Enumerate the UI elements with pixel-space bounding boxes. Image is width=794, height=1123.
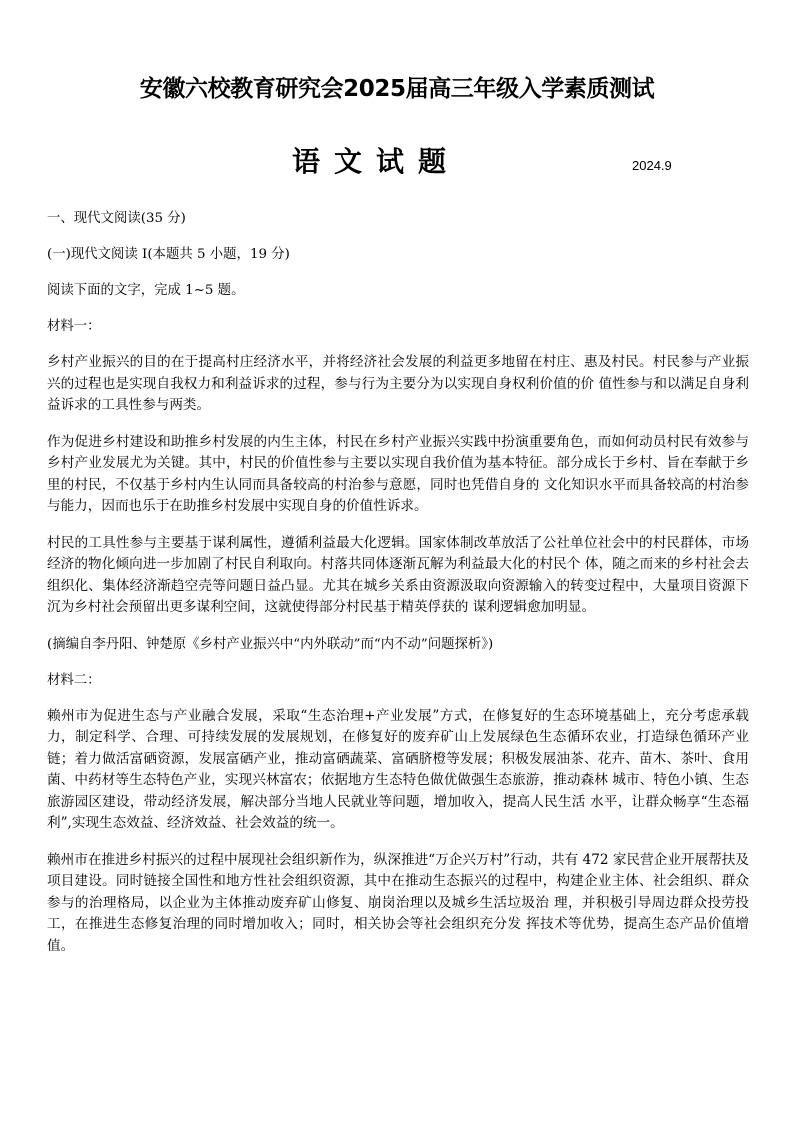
subsection-heading: (一)现代文阅读 I(本题共 5 小题，19 分)	[47, 247, 290, 262]
subject-title: 语文试题	[292, 145, 461, 178]
material-label: 材料一：	[47, 319, 101, 334]
source-citation: (摘编自李丹阳、钟楚原《乡村产业振兴中“内外联动”而“内不动”问题探析》)	[47, 636, 494, 652]
document-body	[47, 208, 749, 972]
material-label: 材料二：	[47, 672, 101, 688]
paragraph: 作为促进乡村建设和助推乡村发展的内生主体，村民在乡村产业振兴实践中扮演重要角色，而如何动员村民有效参与乡村产业发展尤为关键。其中，村民的价值性参与主要以实现自我价值为基本特征。部分成长于乡村、旨在奉献于乡里的村民，不仅基于乡村内生认同而具备较高的村治参与意愿，同时也凭借自身的 文化知识水平而具备较高的村治参与能力，因而也乐于在助推乡村发展中实现自身的价值性诉求。	[47, 433, 749, 514]
paragraph: 赖州市在推进乡村振兴的过程中展现社会组织新作为，纵深推进“万企兴万村”行动，共有 472 家民营企业开展帮扶及项目建设。同时链接全国性和地方性社会组织资源，其中在推动生态振兴的过程中，构建企业主体、社会组织、群众参与的治理格局，以企业为主体推动废弃矿山修复、崩岗治理以及城乡生活垃圾治 理，并积极引导周边群众投劳投工，在推进生态修复治理的同时增加收入；同时，相关协会等社会组织充分发 挥技术等优势，提高生态产品价值增值。	[47, 851, 749, 954]
exam-date: 2024.9	[632, 158, 672, 173]
paragraph: 村民的工具性参与主要基于谋利属性，遵循利益最大化逻辑。国家体制改革放活了公社单位社会中的村民群体，市场经济的物化倾向进一步加剧了村民自利取向。村落共同体逐渐瓦解为利益最大化的村民个 体，随之而来的乡村社会去组织化、集体经济渐趋空壳等问题日益凸显。尤其在城乡关系由资源汲取向资源输入的转变过程中，大量项目资源下沉为乡村社会预留出更多谋利空间，这就使得部分村民基于精英俘获的 谋利逻辑愈加明显。	[47, 534, 749, 615]
paragraph: 乡村产业振兴的目的在于提高村庄经济水平，并将经济社会发展的利益更多地留在村庄、惠及村民。村民参与产业振兴的过程也是实现自我权力和利益诉求的过程，参与行为主要分为以实现自身权利价值的价 值性参与和以满足自身利益诉求的工具性参与两类。	[47, 354, 749, 413]
section-heading: 一、现代文阅读(35 分)	[47, 211, 186, 226]
paragraph: 赖州市为促进生态与产业融合发展，采取“生态治理+产业发展”方式，在修复好的生态环境基础上，充分考虑承载力，制定科学、合理、可持续发展的发展规划，在修复好的废弃矿山上发展绿色生态循环农业，打造绿色循环产业链；着力做活富硒资源，发展富硒产业，推动富硒蔬菜、富硒脐橙等发展；积极发展油茶、花卉、苗木、茶叶、食用菌、中药材等生态特色产业，实现兴林富农；依据地方生态特色做优做强生态旅游，推动森林 城市、特色小镇、生态旅游园区建设，带动经济发展，解决部分当地人民就业等问题，增加收入，提高人民生活 水平，让群众畅享“生态福利”,实现生态效益、经济效益、社会效益的统一。	[47, 707, 749, 831]
instruction: 阅读下面的文字，完成 1~5 题。	[47, 283, 245, 298]
exam-title: 安徽六校教育研究会2025届高三年级入学素质测试	[139, 76, 655, 102]
